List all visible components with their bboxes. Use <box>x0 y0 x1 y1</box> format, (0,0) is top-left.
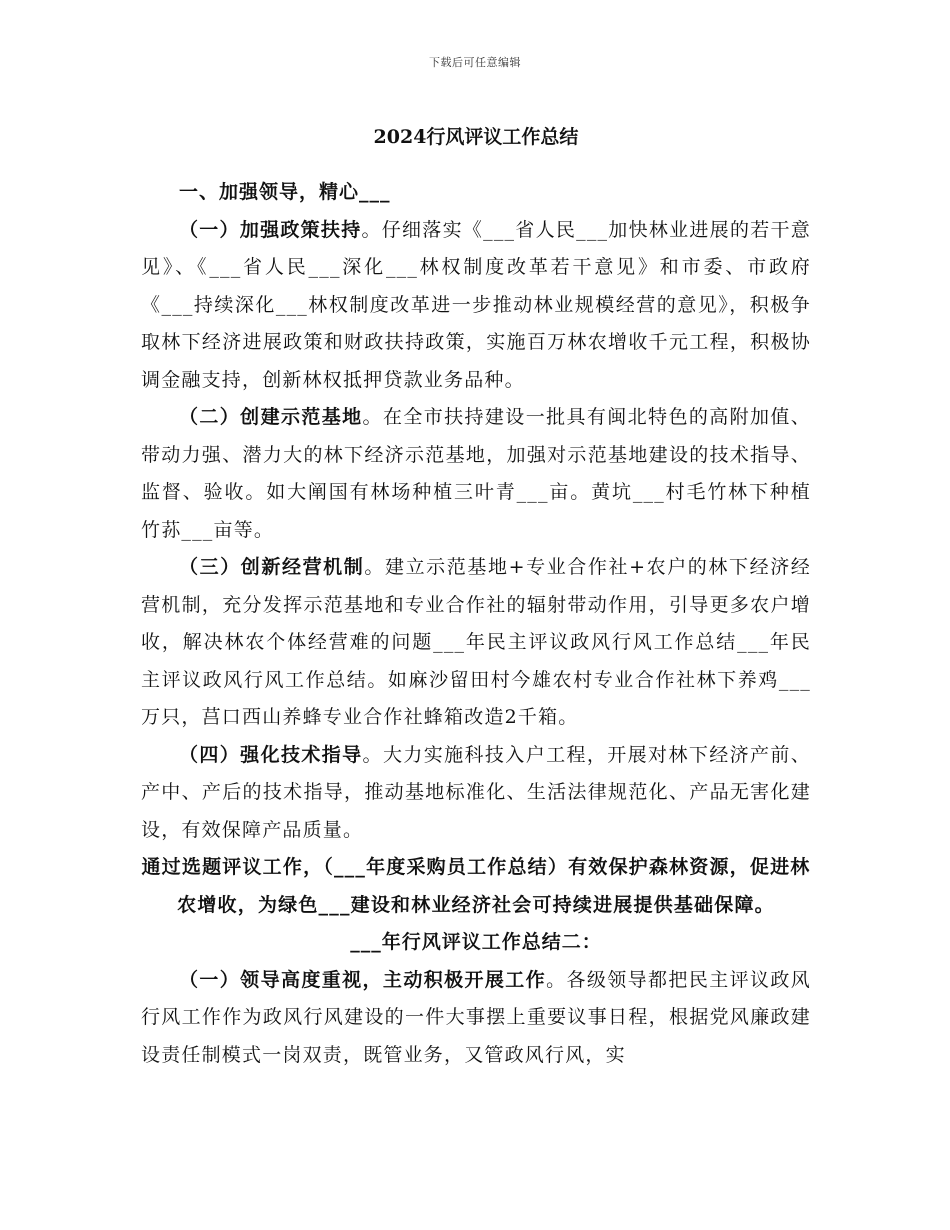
page-header: 下载后可任意编辑 <box>429 56 521 69</box>
document-body <box>141 122 811 1074</box>
paragraph-text: 。各级领导都把民主评议政风行风工作作为政风行风建设的一件大事摆上重要议事日程，根据党风廉政建设责任制模式一岗双责，既管业务，又管政风行风，实 <box>141 968 811 1066</box>
section-title-2: ___年行风评议工作总结二： <box>350 931 602 953</box>
paragraph-1 <box>141 212 811 400</box>
paragraph-text: 。建立示范基地+专业合作社+农户的林下经济经营机制，充分发挥示范基地和专业合作社的辐射带动作用，引导更多农户增收，解决林农个体经营难的问题___年民主评议政风行风工作总结___年民主评议政风行风工作总结。如麻沙留田村今雄农村专业合作社林下养鸡___万只，莒口西山养蜂专业合作社蜂箱改造2千箱。 <box>141 556 811 728</box>
document-title: 2024行风评议工作总结 <box>373 126 579 148</box>
paragraph-3 <box>141 549 811 737</box>
paragraph-lead: （三）创新经营机制 <box>179 556 365 578</box>
paragraph-text: 。大力实施科技入户工程，开展对林下经济产前、产中、产后的技术指导，推动基地标准化、生活法律规范化、产品无害化建设，有效保障产品质量。 <box>141 743 811 841</box>
paragraph-lead: （二）创建示范基地 <box>179 406 363 428</box>
section-heading-1: 一、加强领导，精心___ <box>179 181 391 203</box>
paragraph-text: 。在全市扶持建设一批具有闽北特色的高附加值、带动力强、潜力大的林下经济示范基地，加强对示范基地建设的技术指导、监督、验收。如大阐国有林场种植三叶青___亩。黄坑___村毛竹林下种植竹荪___亩等。 <box>141 406 811 541</box>
paragraph-lead: （一）加强政策扶持 <box>179 218 362 241</box>
paragraph-2 <box>141 399 811 549</box>
paragraph-lead: （四）强化技术指导 <box>179 743 363 766</box>
paragraph-5 <box>141 962 811 1075</box>
summary-paragraph: 通过选题评议工作，（___年度采购员工作总结）有效保护森林资源，促进林农增收，为绿色___建设和林业经济社会可持续进展提供基础保障。 <box>141 856 811 916</box>
paragraph-4 <box>141 737 811 850</box>
paragraph-lead: （一）领导高度重视，主动积极开展工作 <box>179 968 547 991</box>
paragraph-text: 。仔细落实《___省人民___加快林业进展的若干意见》、《___省人民___深化___林权制度改革若干意见》和市委、市政府《___持续深化___林权制度改革进一步推动林业规模经营的意见》，积极争取林下经济进展政策和财政扶持政策，实施百万林农增收千元工程，积极协调金融支持，创新林权抵押贷款业务品种。 <box>141 218 811 391</box>
